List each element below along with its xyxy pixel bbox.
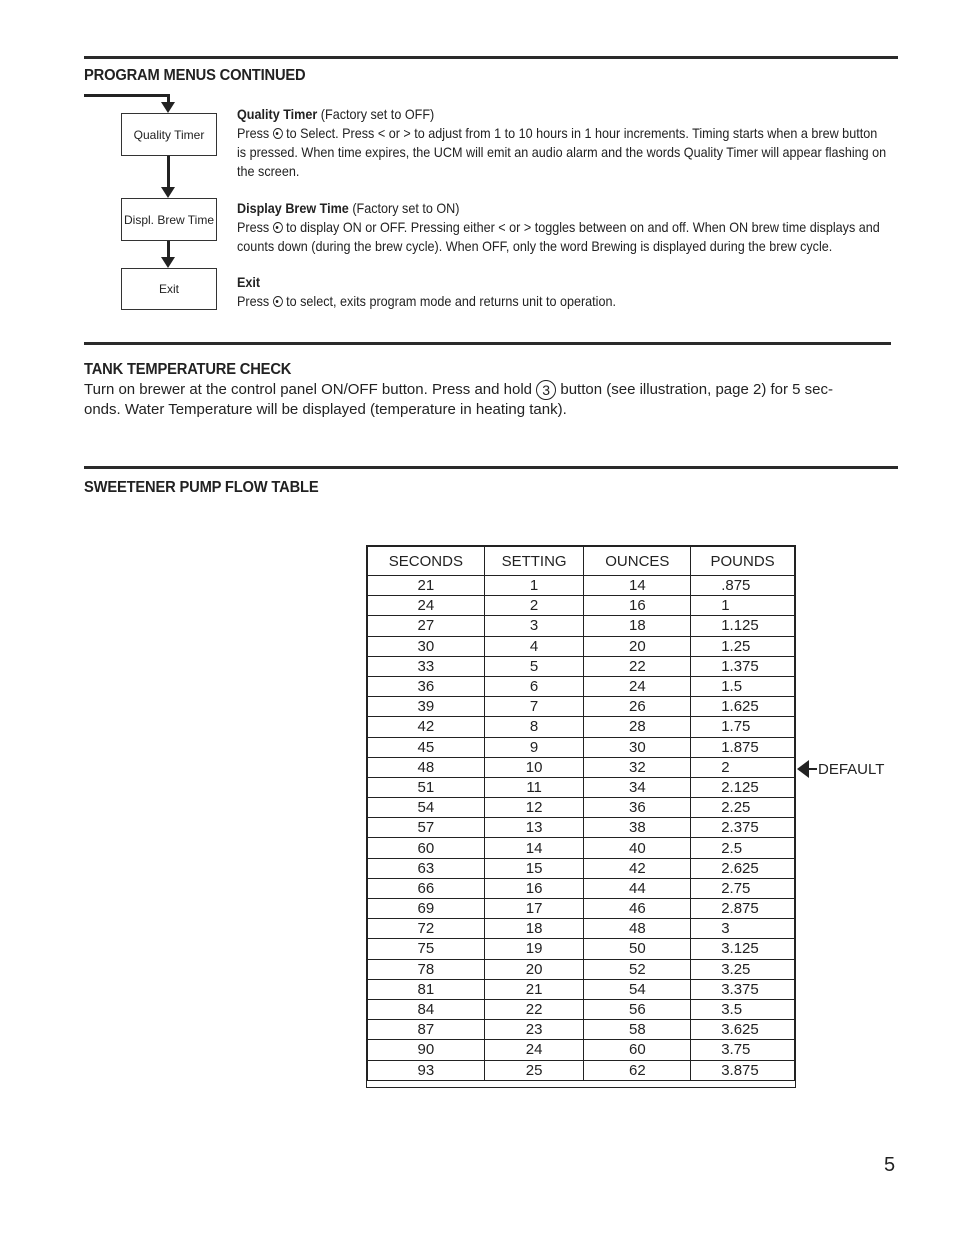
exit-title-line — [237, 273, 899, 292]
display-brew-time-subtitle: (Factory set to ON) — [352, 200, 460, 216]
table-cell: 8 — [484, 717, 584, 737]
table-cell: 22 — [584, 656, 691, 676]
table-row — [368, 858, 795, 878]
table-row — [368, 676, 795, 696]
table-cell: 27 — [368, 616, 485, 636]
table-row — [368, 757, 795, 777]
table-cell: 15 — [484, 858, 584, 878]
select-button-icon — [273, 222, 283, 233]
table-cell: 24 — [368, 596, 485, 616]
flow-entry-line — [84, 94, 170, 97]
quality-timer-title: Quality Timer — [237, 106, 318, 122]
table-cell: 62 — [584, 1060, 691, 1080]
table-cell: 30 — [368, 636, 485, 656]
table-cell: 84 — [368, 999, 485, 1019]
table-cell: 16 — [484, 878, 584, 898]
table-cell: 78 — [368, 959, 485, 979]
table-cell: 69 — [368, 899, 485, 919]
table-cell: 51 — [368, 777, 485, 797]
quality-timer-subtitle: (Factory set to OFF) — [320, 106, 435, 122]
table-row — [368, 737, 795, 757]
table-body — [368, 576, 795, 1081]
table-cell: 2.375 — [691, 818, 795, 838]
text-line: is pressed. When time expires, the UCM will emit an audio alarm and the words Quality Timer will appear flashing on — [237, 144, 887, 160]
default-marker — [797, 760, 884, 778]
table-cell: 87 — [368, 1020, 485, 1040]
table-cell: 44 — [584, 878, 691, 898]
table-cell: 2.5 — [691, 838, 795, 858]
flow-line-1 — [167, 156, 170, 188]
table-cell: 1 — [484, 576, 584, 596]
text-line: Turn on brewer at the control panel ON/OFF button. Press and hold 3 button (see illustration, page 2) for 5 sec- — [84, 381, 833, 399]
flow-line-2 — [167, 241, 170, 258]
table-row — [368, 636, 795, 656]
table-cell: 26 — [584, 697, 691, 717]
table-cell: 4 — [484, 636, 584, 656]
table-cell: 42 — [368, 717, 485, 737]
table-row — [368, 878, 795, 898]
table-row — [368, 717, 795, 737]
arrow-left-icon — [797, 760, 809, 778]
table-row — [368, 576, 795, 596]
display-brew-time-description — [237, 199, 899, 256]
table-cell: 39 — [368, 697, 485, 717]
table-cell: 22 — [484, 999, 584, 1019]
table-cell: 46 — [584, 899, 691, 919]
program-menus-heading: PROGRAM MENUS CONTINUED — [84, 67, 306, 84]
table-cell: 3 — [691, 919, 795, 939]
table-cell: 90 — [368, 1040, 485, 1060]
table-row — [368, 697, 795, 717]
flow-entry-drop — [167, 94, 170, 102]
table-cell: 18 — [584, 616, 691, 636]
flow-arrow-down-icon — [161, 187, 175, 198]
table-cell: 20 — [584, 636, 691, 656]
table-cell: 60 — [368, 838, 485, 858]
table-cell: 1.75 — [691, 717, 795, 737]
column-header-setting: SETTING — [484, 547, 584, 576]
table-cell: 54 — [368, 798, 485, 818]
table-cell: .875 — [691, 576, 795, 596]
table-row — [368, 959, 795, 979]
section-rule — [84, 342, 891, 345]
display-brew-time-title-line — [237, 199, 899, 218]
table-cell: 11 — [484, 777, 584, 797]
text-line: Press to display ON or OFF. Pressing either < or > toggles between on and off. When ON brew time displays and — [237, 219, 880, 235]
table-row — [368, 939, 795, 959]
table-cell: 3.5 — [691, 999, 795, 1019]
table-cell: 21 — [484, 979, 584, 999]
exit-title: Exit — [237, 274, 261, 290]
column-header-seconds: SECONDS — [368, 547, 485, 576]
table-cell: 1.375 — [691, 656, 795, 676]
text-line: counts down (during the brew cycle). When OFF, only the word Brewing is displayed during the brew cycle. — [237, 238, 833, 254]
table-cell: 18 — [484, 919, 584, 939]
table-cell: 21 — [368, 576, 485, 596]
sweetener-flow-table — [367, 546, 795, 1081]
table-cell: 1 — [691, 596, 795, 616]
section-rule — [84, 466, 898, 469]
table-cell: 72 — [368, 919, 485, 939]
table-cell: 36 — [584, 798, 691, 818]
table-row — [368, 999, 795, 1019]
quality-timer-description — [237, 105, 899, 181]
table-row — [368, 838, 795, 858]
table-row — [368, 777, 795, 797]
table-cell: 2 — [484, 596, 584, 616]
table-cell: 2.875 — [691, 899, 795, 919]
table-cell: 17 — [484, 899, 584, 919]
select-button-icon — [273, 296, 283, 307]
table-cell: 3.25 — [691, 959, 795, 979]
text-line: the screen. — [237, 163, 300, 179]
table-cell: 3.625 — [691, 1020, 795, 1040]
table-row — [368, 596, 795, 616]
table-cell: 3.375 — [691, 979, 795, 999]
table-cell: 3.75 — [691, 1040, 795, 1060]
flow-box-displ-brew-time: Displ. Brew Time — [121, 198, 217, 241]
table-header-row — [368, 547, 795, 576]
table-cell: 42 — [584, 858, 691, 878]
table-cell: 25 — [484, 1060, 584, 1080]
table-cell: 2 — [691, 757, 795, 777]
table-cell: 19 — [484, 939, 584, 959]
table-cell: 30 — [584, 737, 691, 757]
default-label: DEFAULT — [818, 760, 885, 778]
table-cell: 13 — [484, 818, 584, 838]
table-row — [368, 1040, 795, 1060]
table-cell: 48 — [368, 757, 485, 777]
table-cell: 14 — [584, 576, 691, 596]
table-cell: 1.5 — [691, 676, 795, 696]
table-cell: 54 — [584, 979, 691, 999]
table-cell: 9 — [484, 737, 584, 757]
table-row — [368, 656, 795, 676]
text-line: onds. Water Temperature will be displayed (temperature in heating tank). — [84, 401, 567, 419]
select-button-icon — [273, 128, 283, 139]
table-cell: 14 — [484, 838, 584, 858]
flow-arrow-down-icon — [161, 102, 175, 113]
table-cell: 33 — [368, 656, 485, 676]
table-cell: 1.625 — [691, 697, 795, 717]
table-cell: 28 — [584, 717, 691, 737]
table-cell: 5 — [484, 656, 584, 676]
table-row — [368, 818, 795, 838]
table-cell: 52 — [584, 959, 691, 979]
table-cell: 2.625 — [691, 858, 795, 878]
display-brew-time-title: Display Brew Time — [237, 200, 349, 216]
table-cell: 24 — [484, 1040, 584, 1060]
exit-description — [237, 273, 899, 311]
table-cell: 20 — [484, 959, 584, 979]
table-cell: 3.125 — [691, 939, 795, 959]
table-cell: 2.75 — [691, 878, 795, 898]
table-cell: 38 — [584, 818, 691, 838]
table-row — [368, 1020, 795, 1040]
table-cell: 50 — [584, 939, 691, 959]
table-cell: 66 — [368, 878, 485, 898]
table-cell: 24 — [584, 676, 691, 696]
text-line: Press to select, exits program mode and returns unit to operation. — [237, 293, 616, 309]
table-cell: 1.875 — [691, 737, 795, 757]
table-cell: 45 — [368, 737, 485, 757]
quality-timer-title-line — [237, 105, 899, 124]
table-cell: 34 — [584, 777, 691, 797]
table-row — [368, 899, 795, 919]
flow-arrow-down-icon — [161, 257, 175, 268]
table-cell: 32 — [584, 757, 691, 777]
table-cell: 58 — [584, 1020, 691, 1040]
top-rule — [84, 56, 898, 59]
table-cell: 2.25 — [691, 798, 795, 818]
table-cell: 3 — [484, 616, 584, 636]
table-row — [368, 979, 795, 999]
table-cell: 81 — [368, 979, 485, 999]
table-row — [368, 616, 795, 636]
sweetener-heading: SWEETENER PUMP FLOW TABLE — [84, 479, 319, 496]
table-row — [368, 1060, 795, 1080]
table-cell: 48 — [584, 919, 691, 939]
table-cell: 23 — [484, 1020, 584, 1040]
table-cell: 1.25 — [691, 636, 795, 656]
table-cell: 56 — [584, 999, 691, 1019]
table-cell: 6 — [484, 676, 584, 696]
table-cell: 3.875 — [691, 1060, 795, 1080]
table-cell: 57 — [368, 818, 485, 838]
table-cell: 60 — [584, 1040, 691, 1060]
flow-box-exit: Exit — [121, 268, 217, 310]
column-header-pounds: POUNDS — [691, 547, 795, 576]
table-row — [368, 798, 795, 818]
table-cell: 40 — [584, 838, 691, 858]
column-header-ounces: OUNCES — [584, 547, 691, 576]
pointer-line — [809, 768, 817, 770]
table-cell: 93 — [368, 1060, 485, 1080]
table-cell: 1.125 — [691, 616, 795, 636]
table-cell: 7 — [484, 697, 584, 717]
tank-temperature-text — [84, 380, 884, 419]
text-line: Press to Select. Press < or > to adjust from 1 to 10 hours in 1 hour increments. Timing starts when a brew button — [237, 125, 878, 141]
table-cell: 36 — [368, 676, 485, 696]
table-cell: 10 — [484, 757, 584, 777]
table-cell: 75 — [368, 939, 485, 959]
table-cell: 2.125 — [691, 777, 795, 797]
table-row — [368, 919, 795, 939]
button-3-icon: 3 — [536, 380, 556, 400]
tank-temperature-heading: TANK TEMPERATURE CHECK — [84, 361, 292, 378]
page-number: 5 — [884, 1154, 896, 1176]
table-cell: 16 — [584, 596, 691, 616]
flow-box-quality-timer: Quality Timer — [121, 113, 217, 156]
table-cell: 12 — [484, 798, 584, 818]
table-cell: 63 — [368, 858, 485, 878]
